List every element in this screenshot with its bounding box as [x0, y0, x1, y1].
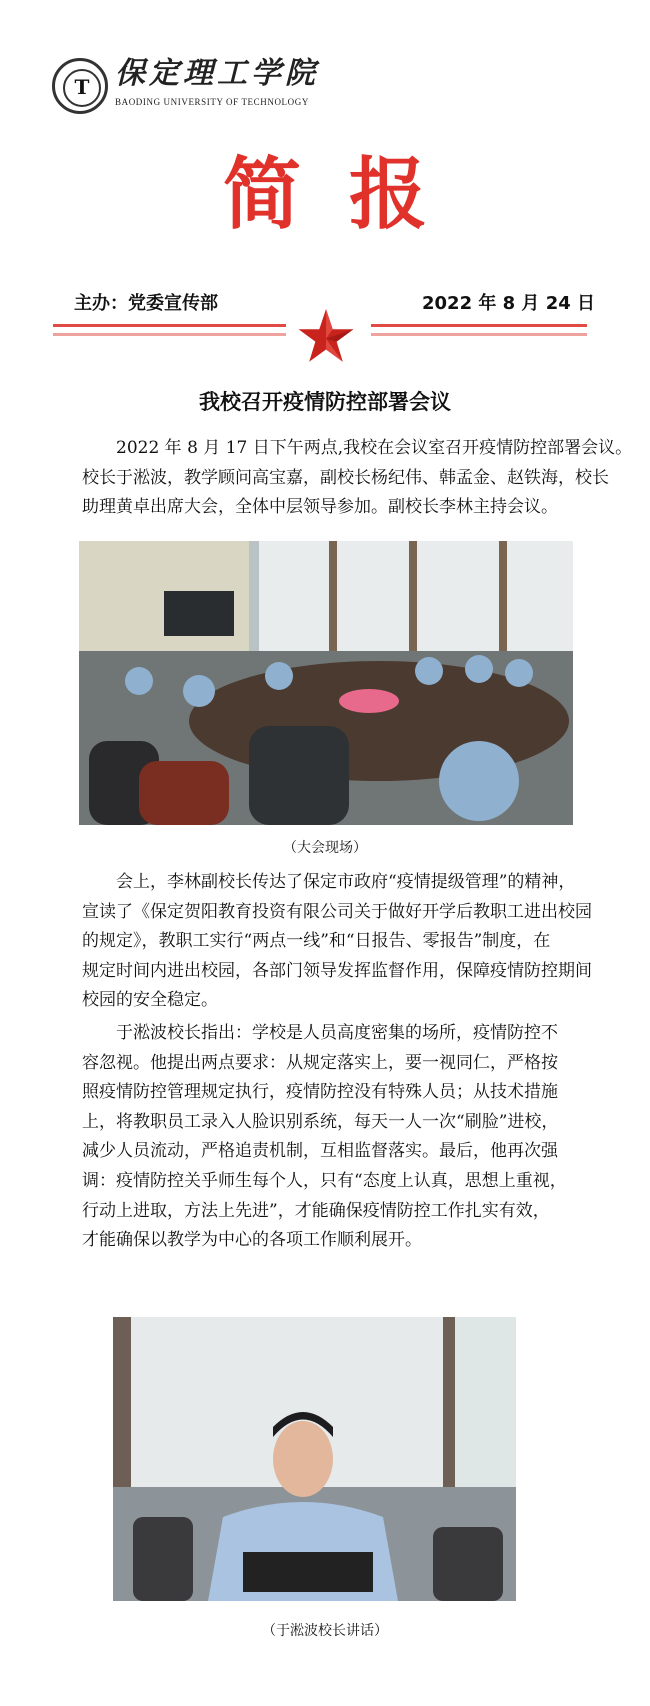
text-line: 的规定》，教职工实行“两点一线”和“日报告、零报告”制度，在 [82, 931, 551, 952]
paragraph-1 [82, 434, 633, 523]
paragraph-2 [82, 868, 612, 1016]
text-line: 照疫情防控管理规定执行，疫情防控没有特殊人员；从技术措施 [82, 1082, 558, 1103]
article-headline: 我校召开疫情防控部署会议 [199, 390, 451, 414]
text-line: 减少人员流动，严格追责机制，互相监督落实。最后，他再次强 [82, 1141, 558, 1162]
text-line: 于淞波校长指出：学校是人员高度密集的场所，疫情防控不 [82, 1023, 558, 1043]
red-rule-right [371, 324, 587, 327]
text-line: 调：疫情防控关乎师生每个人，只有“态度上认真，思想上重视， [82, 1170, 567, 1191]
photo2-caption: （于淞波校长讲话） [262, 1623, 388, 1639]
university-seal-logo [52, 58, 108, 114]
photo-meeting-room [79, 541, 573, 825]
text-line: 2022 年 8 月 17 日下午两点,我校在会议室召开疫情防控部署会议。 [82, 438, 633, 458]
text-line: 宣读了《保定贺阳教育投资有限公司关于做好开学后教职工进出校园 [82, 901, 592, 922]
sponsor-label: 主办：党委宣传部 [74, 293, 218, 314]
text-line: 才能确保以教学为中心的各项工作顺利展开。 [82, 1230, 422, 1251]
school-name-en: BAODING UNIVERSITY OF TECHNOLOGY [115, 97, 309, 107]
red-rule-left-light [53, 333, 286, 336]
issue-date: 2022 年 8 月 24 日 [422, 293, 596, 314]
text-line: 校园的安全稳定。 [82, 990, 218, 1011]
photo-president-speech [113, 1317, 516, 1601]
text-line: 会上，李林副校长传达了保定市政府“疫情提级管理”的精神， [82, 872, 576, 892]
red-star-icon [298, 308, 354, 364]
logo-mark: T [63, 69, 101, 107]
red-rule-left [53, 324, 286, 327]
text-line: 行动上进取，方法上先进”，才能确保疫情防控工作扎实有效， [82, 1200, 550, 1221]
school-name-cn: 保定理工学院 [115, 56, 319, 91]
text-line: 上，将教职员工录入人脸识别系统，每天一人一次“刷脸”进校， [82, 1111, 559, 1132]
brief-title: 简报 [222, 149, 475, 240]
text-line: 容忽视。他提出两点要求：从规定落实上，要一视同仁，严格按 [82, 1052, 558, 1073]
text-line: 助理黄卓出席大会，全体中层领导参加。副校长李林主持会议。 [82, 497, 558, 518]
paragraph-3 [82, 1019, 612, 1256]
red-rule-right-light [371, 333, 587, 336]
text-line: 校长于淞波，教学顾问高宝嘉，副校长杨纪伟、韩孟金、赵铁海，校长 [82, 467, 609, 488]
text-line: 规定时间内进出校园，各部门领导发挥监督作用，保障疫情防控期间 [82, 960, 592, 981]
photo1-caption: （大会现场） [283, 840, 367, 856]
